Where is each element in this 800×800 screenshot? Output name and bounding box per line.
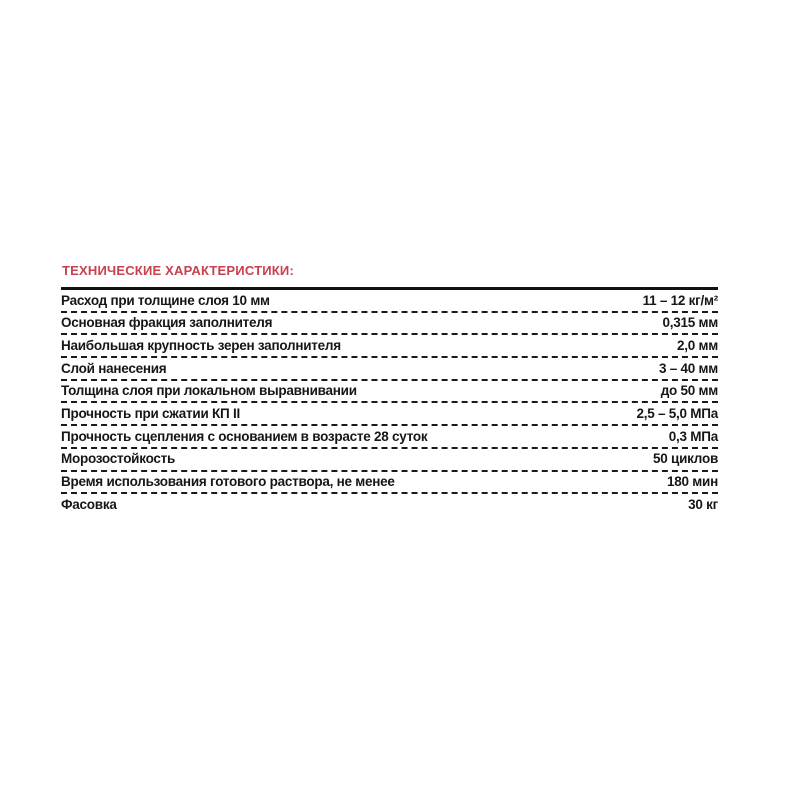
table-row	[61, 449, 718, 472]
table-row	[61, 358, 718, 381]
table-row	[61, 290, 718, 313]
spec-value: 11 – 12 кг/м²	[642, 292, 718, 308]
table-row	[61, 426, 718, 449]
table-row	[61, 472, 718, 495]
spec-label: Толщина слоя при локальном выравнивании	[61, 383, 357, 399]
spec-value: 0,3 МПа	[668, 428, 718, 444]
spec-value: 2,5 – 5,0 МПа	[636, 406, 718, 422]
table-row	[61, 335, 718, 358]
section-title: ТЕХНИЧЕСКИЕ ХАРАКТЕРИСТИКИ:	[62, 263, 294, 278]
spec-table	[61, 287, 718, 515]
spec-value: до 50 мм	[660, 383, 718, 399]
spec-value: 0,315 мм	[662, 315, 718, 331]
spec-label: Слой нанесения	[61, 360, 167, 376]
table-row	[61, 381, 718, 404]
spec-label: Время использования готового раствора, не менее	[61, 474, 395, 490]
spec-value: 2,0 мм	[677, 337, 718, 353]
spec-value: 50 циклов	[653, 451, 718, 467]
spec-value: 3 – 40 мм	[658, 360, 718, 376]
spec-label: Морозостойкость	[61, 451, 176, 467]
spec-value: 180 мин	[667, 474, 718, 490]
spec-label: Фасовка	[61, 496, 117, 512]
table-row	[61, 313, 718, 336]
spec-value: 30 кг	[688, 496, 718, 512]
table-row	[61, 403, 718, 426]
table-row	[61, 494, 718, 515]
technical-specs-section	[61, 263, 718, 515]
spec-label: Наибольшая крупность зерен заполнителя	[61, 337, 341, 353]
spec-label: Прочность сцепления с основанием в возрасте 28 суток	[61, 428, 428, 444]
spec-label: Расход при толщине слоя 10 мм	[61, 292, 270, 308]
spec-label: Прочность при сжатии КП II	[61, 406, 240, 422]
spec-label: Основная фракция заполнителя	[61, 315, 273, 331]
